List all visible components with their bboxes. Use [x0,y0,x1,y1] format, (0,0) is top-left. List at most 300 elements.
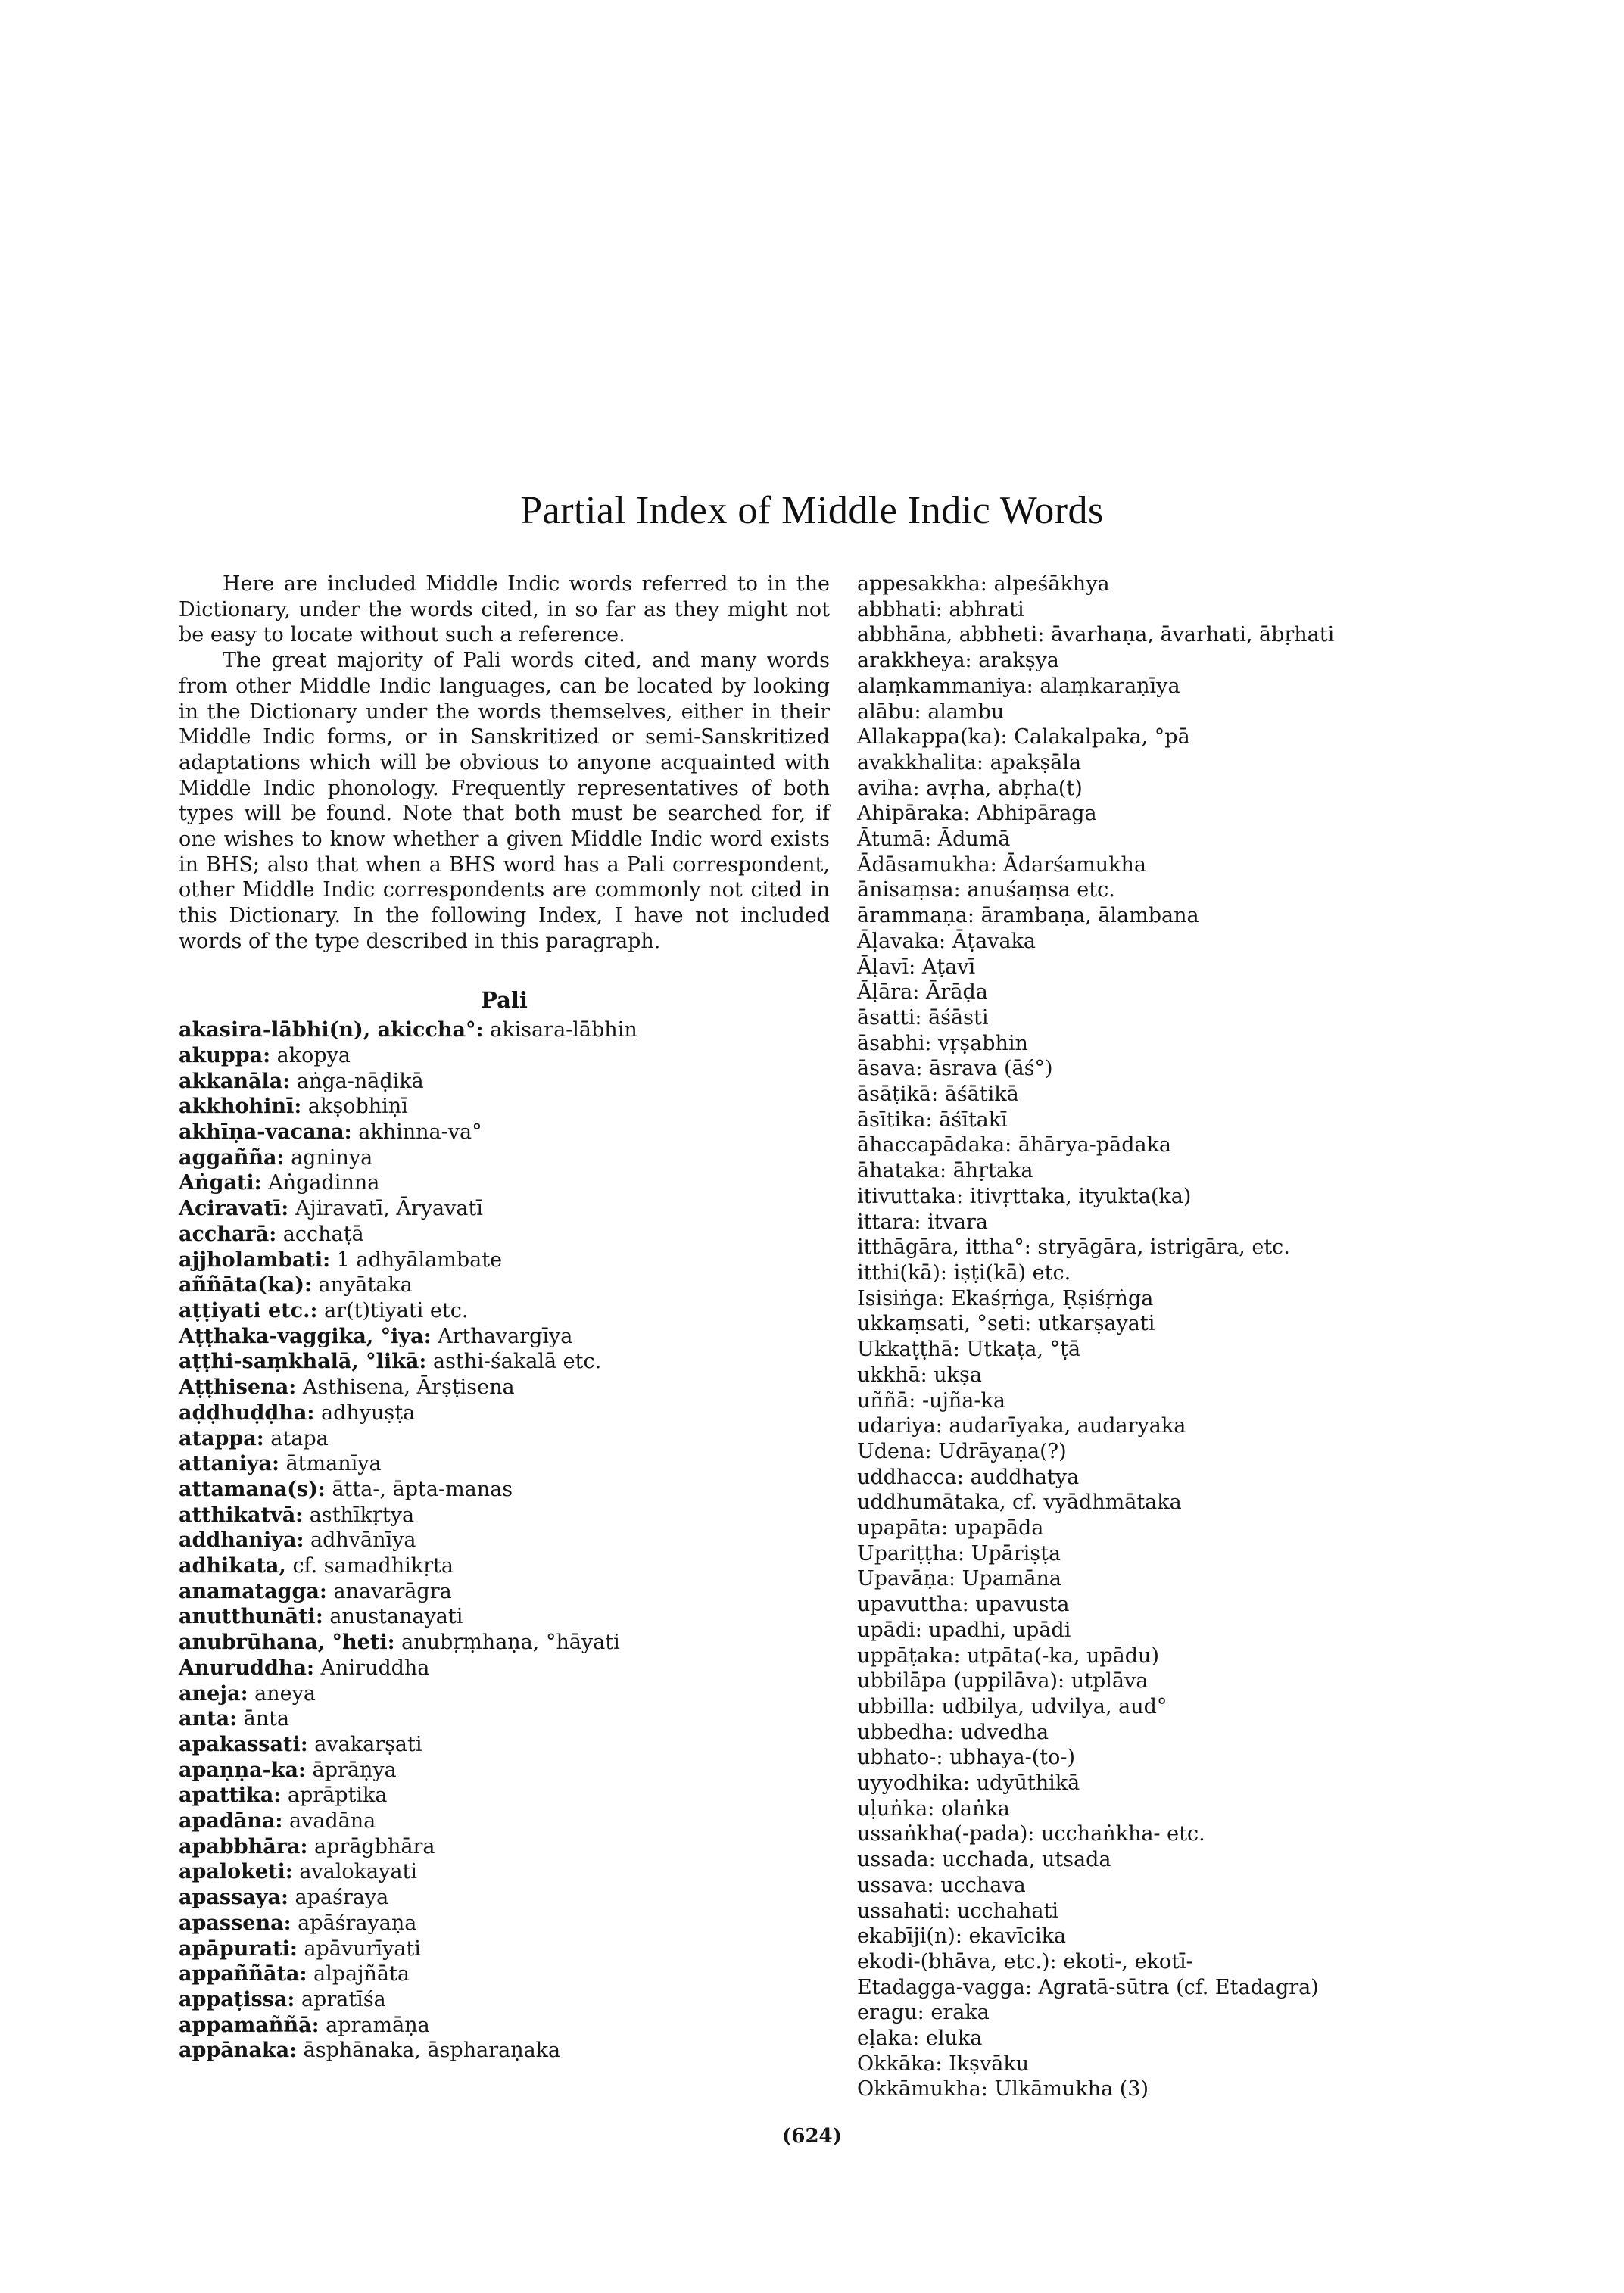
entry-reference: Upāriṣṭa [971,1541,1061,1566]
index-entry [179,1298,830,1324]
index-entry [179,1451,830,1477]
entry-reference: anustanayati [329,1605,463,1629]
entry-headword: ubbilla: [857,1694,936,1718]
entry-headword: aviha: [857,776,920,800]
entry-headword: āsītika: [857,1108,933,1132]
entry-reference: Utkaṭa, °ṭā [966,1338,1081,1362]
index-entry [179,1170,830,1196]
entry-headword: eragu: [857,2001,924,2025]
entry-reference: ucchada, utsada [942,1848,1111,1872]
index-entry [179,1911,830,1936]
entry-headword: Ukkaṭṭhā: [857,1338,960,1362]
index-entry [857,1618,1478,1643]
entry-headword: itivuttaka: [857,1184,964,1208]
entry-headword: apāpurati: [179,1936,298,1961]
entry-reference: cf. vyādhmātaka [1012,1491,1182,1515]
entry-headword: uddhumātaka, [857,1491,1006,1515]
entry-reference: āvarhaṇa, āvarhati, ābṛhati [1051,623,1335,647]
entry-reference: eluka [925,2027,983,2051]
entry-reference: vṛṣabhin [938,1031,1028,1055]
entry-headword: uppāṭaka: [857,1643,961,1668]
index-entry [179,1758,830,1784]
entry-headword: aggañña: [179,1145,285,1170]
index-entry [179,1273,830,1298]
page-title: Partial Index of Middle Indic Words [520,488,1104,532]
index-entry [857,2026,1478,2052]
entry-headword: āsabhi: [857,1031,932,1055]
page-number: (624) [782,2125,842,2148]
entry-reference: Arthavargīya [438,1324,573,1348]
entry-headword: ubhato-: [857,1746,943,1770]
entry-headword: Ātumā: [857,827,932,852]
index-entry [857,1720,1478,1746]
entry-reference: arakṣya [978,649,1059,673]
entry-reference: (uppilāva): utplāva [953,1669,1149,1693]
entry-reference: Ekaśṛṅga, Ṛṣiśṛṅga [951,1286,1154,1310]
left-column [179,572,830,2064]
index-entry [857,1873,1478,1899]
index-entry [857,1031,1478,1057]
index-entry [857,1056,1478,1082]
index-entry [857,2052,1478,2077]
entry-reference: avṛha, abṛha(t) [926,776,1083,800]
entry-reference: apāśrayaṇa [298,1911,417,1935]
entry-headword: upavuttha: [857,1593,969,1617]
index-entry [179,1656,830,1681]
entry-reference: akhinna-va° [358,1120,482,1145]
entry-headword: Allakappa(ka): [857,725,1008,749]
entry-reference: Ulkāmukha (3) [994,2077,1149,2101]
entry-headword: appānaka: [179,2039,298,2063]
index-entry [857,1924,1478,1949]
entry-headword: Aṭṭhaka-vaggika, °iya: [179,1324,432,1348]
index-entry [179,2038,830,2064]
entry-reference: itivṛttaka, ityukta(ka) [969,1184,1192,1208]
entry-reference: anubṛṃhaṇa, °hāyati [401,1631,620,1655]
index-entry [857,674,1478,699]
index-entry [179,1961,830,1987]
entry-reference: Ārāḍa [925,980,988,1005]
entry-reference: apaśraya [295,1886,389,1910]
entry-headword: apakassati: [179,1732,308,1756]
entry-headword: upādi: [857,1618,922,1642]
entry-reference: alaṃkaraṇīya [1040,674,1180,698]
index-entry [179,1017,830,1043]
index-entry [857,801,1478,827]
entry-reference: utkarṣayati [1037,1312,1155,1336]
entry-headword: ussaṅkha(-pada): [857,1822,1035,1846]
entry-headword: apassaya: [179,1886,288,1910]
entry-reference: āśītakī [939,1108,1008,1132]
entry-headword: aneja: [179,1681,248,1706]
entry-headword: ekodi-(bhāva, etc.): [857,1949,1057,1974]
index-entry [857,1465,1478,1491]
entry-reference: āśāsti [928,1005,989,1030]
entry-headword: akuppa: [179,1043,271,1067]
entry-reference: akṣobhiṇī [307,1095,408,1119]
index-entry [179,1503,830,1528]
entry-reference: ukṣa [934,1363,982,1387]
index-entry [857,1516,1478,1541]
entry-reference: upavusta [975,1593,1070,1617]
entry-reference: asthi-śakalā etc. [432,1350,602,1374]
entry-reference: iṣṭi(kā) etc. [953,1260,1071,1285]
entry-headword: uyyodhika: [857,1771,971,1796]
entry-reference: stryāgāra, istrigāra, etc. [1037,1235,1290,1260]
entry-headword: aṭṭhi-saṃkhalā, °likā: [179,1350,427,1374]
index-entry [179,1324,830,1350]
entry-headword: adhikata, [179,1554,286,1578]
entry-headword: āsāṭikā: [857,1083,939,1107]
entry-reference: āsphānaka, āspharaṇaka [303,2039,561,2063]
index-entry [857,827,1478,852]
index-entry [179,1681,830,1707]
index-entry [857,1132,1478,1158]
index-entry [857,1260,1478,1286]
entry-headword: atappa: [179,1426,264,1450]
index-entry [857,1949,1478,1975]
entry-reference: alpeśākhya [993,572,1110,596]
index-entry [857,1210,1478,1235]
entry-reference: Aṅgadinna [268,1171,380,1195]
entry-headword: attamana(s): [179,1477,326,1501]
entry-reference: āhṛtaka [952,1159,1033,1183]
index-entry [857,1005,1478,1031]
index-entry [857,1108,1478,1133]
entry-headword: uḷuṅka: [857,1796,935,1821]
entry-headword: āhataka: [857,1159,947,1183]
entry-headword: uddhacca: [857,1465,964,1489]
index-entry [857,1413,1478,1439]
entry-reference: agninya [291,1145,373,1170]
index-entry [857,1899,1478,1924]
entry-reference: Udrāyaṇa(?) [938,1439,1067,1463]
entry-reference: Ādumā [937,827,1011,852]
entry-reference: ārambaṇa, ālambana [980,904,1199,928]
entry-reference: ucchaṅkha- etc. [1041,1822,1205,1846]
entry-headword: Okkāka: [857,2052,943,2076]
index-entry [179,1834,830,1860]
entry-headword: Isisiṅga: [857,1286,945,1310]
entry-reference: ātmanīya [285,1452,382,1476]
entry-reference: udvedha [960,1720,1049,1744]
index-entry [857,1771,1478,1796]
entry-headword: Aṅgati: [179,1171,262,1195]
entry-headword: ajjholambati: [179,1248,331,1272]
entry-headword: ārammaṇa: [857,904,974,928]
index-entry [857,1745,1478,1771]
entry-reference: aneya [254,1681,316,1706]
index-entry [179,1706,830,1732]
entry-reference: Ikṣvāku [949,2052,1030,2076]
entry-reference: eraka [930,2001,990,2025]
entry-reference: adhvānīya [310,1528,416,1553]
index-entry [857,1796,1478,1822]
entry-reference: utpāta(-ka, upādu) [967,1643,1159,1668]
entry-reference: ar(t)tiyati etc. [324,1298,469,1323]
index-entry [179,1528,830,1553]
entry-headword: eḷaka: [857,2027,920,2051]
entry-reference: upapāda [954,1516,1044,1541]
index-entry [179,1349,830,1375]
entry-reference: -ujña-ka [921,1388,1005,1413]
entry-headword: Upariṭṭha: [857,1541,965,1566]
entry-reference: avadāna [288,1809,376,1833]
entry-headword: ubbedha: [857,1720,954,1744]
index-entry [179,1043,830,1069]
entry-headword: appaññāta: [179,1962,307,1986]
entry-headword: aḍḍhuḍḍha: [179,1400,315,1425]
entry-reference: olaṅka [940,1796,1010,1821]
entry-headword: avakkhalita: [857,750,983,774]
entry-headword: āsatti: [857,1005,922,1030]
index-entry [857,1821,1478,1847]
entry-reference: āsrava (āś°) [929,1057,1053,1081]
entry-reference: audarīyaka, audaryaka [949,1414,1186,1438]
entry-reference: upadhi, upādi [928,1618,1071,1642]
index-entry [857,929,1478,955]
index-entry [179,1426,830,1452]
index-entry [179,1809,830,1834]
index-entry [857,1439,1478,1465]
index-entry [179,2013,830,2039]
entry-headword: Anuruddha: [179,1656,314,1680]
entry-headword: Aciravatī: [179,1197,289,1221]
entry-reference: auddhatya [970,1465,1080,1489]
entry-headword: anamatagga: [179,1579,327,1603]
entry-headword: ānisaṃsa: [857,878,961,902]
entry-headword: āsava: [857,1057,923,1081]
entry-headword: ukkaṃsati, °seti: [857,1312,1032,1336]
entry-headword: ekabīji(n): [857,1924,962,1949]
index-entry [857,1363,1478,1388]
index-entry [857,622,1478,648]
index-entry [857,1490,1478,1516]
entry-reference: apakṣāla [990,750,1082,774]
index-entry [179,1553,830,1579]
entry-reference: alambu [927,699,1005,724]
index-entry [857,1541,1478,1567]
right-entry-list [857,572,1478,2102]
entry-headword: aññāta(ka): [179,1273,312,1298]
entry-headword: ussahati: [857,1899,951,1923]
entry-headword: attaniya: [179,1452,279,1476]
entry-reference: Abhipāraga [977,802,1097,826]
section-heading-pali: Pali [481,986,528,1013]
index-entry [179,1069,830,1095]
index-entry [857,852,1478,878]
entry-headword: Ahipāraka: [857,802,971,826]
index-entry [179,1579,830,1605]
index-entry [179,1859,830,1885]
index-entry [179,1987,830,2013]
entry-headword: akkanāla: [179,1069,291,1093]
intro [179,572,830,955]
index-entry [857,1235,1478,1260]
entry-headword: alābu: [857,699,921,724]
entry-reference: aprāptika [287,1784,388,1808]
index-entry [179,1145,830,1171]
entry-headword: Aṭṭhisena: [179,1375,297,1400]
index-entry [179,1604,830,1630]
entry-reference: ucchava [940,1873,1026,1897]
entry-reference: Aṭavī [921,955,976,979]
entry-reference: Upamāna [962,1567,1061,1591]
entry-reference: alpajñāta [313,1962,410,1986]
index-entry [857,1592,1478,1618]
entry-headword: apabbhāra: [179,1834,308,1858]
entry-reference: ekavīcika [968,1924,1067,1949]
entry-headword: ussava: [857,1873,934,1897]
entry-reference: 1 adhyālambate [336,1248,503,1272]
entry-headword: Udena: [857,1439,932,1463]
index-entry [857,1082,1478,1108]
index-entry [179,1120,830,1145]
entry-headword: itthi(kā): [857,1260,947,1285]
right-column [857,572,1478,2102]
index-entry [857,648,1478,674]
entry-reference: ekoti-, ekotī- [1063,1949,1193,1974]
entry-reference: ānta [243,1707,290,1731]
entry-reference: āprāṇya [312,1758,397,1782]
entry-headword: addhaniya: [179,1528,304,1553]
index-entry [857,1337,1478,1363]
index-entry [857,776,1478,802]
entry-reference: Ādarśamukha [1003,852,1146,877]
entry-headword: itthāgāra, ittha°: [857,1235,1031,1260]
index-entry [857,903,1478,929]
entry-reference: ātta-, āpta-manas [332,1477,513,1501]
entry-headword: appaṭissa: [179,1987,295,2011]
entry-headword: anutthunāti: [179,1605,323,1629]
entry-reference: aṅga-nāḍikā [296,1069,424,1093]
index-entry [857,572,1478,597]
entry-headword: Āḷavaka: [857,929,946,953]
index-entry [857,1566,1478,1592]
entry-headword: ussada: [857,1848,936,1872]
index-entry [179,1222,830,1248]
index-entry [857,1184,1478,1210]
index-entry [857,1668,1478,1694]
entry-reference: abhrati [949,597,1024,622]
index-entry [857,724,1478,750]
index-entry [179,1630,830,1656]
index-entry [857,1158,1478,1184]
entry-reference: akisara-lābhin [490,1018,637,1042]
entry-headword: aṭṭiyati etc.: [179,1298,318,1323]
intro-paragraph: The great majority of Pali words cited, and many words from other Middle Indic languages, can be located by looking in the Dictionary under the words themselves, either in their Middle Indic forms, or in Sanskritized or semi-Sanskritized adaptations which will be obvious to anyone acquainted with Middle Indic phonology. Frequently representatives of both types will be found. Note that both must be searched for, if one wishes to know whether a given Middle Indic word exists in BHS; also that when a BHS word has a Pali correspondent, other Middle Indic correspondents are commonly not cited in this Dictionary. In the following Index, I have not included words of the type described in this paragraph. [179,649,830,953]
entry-reference: anavarāgra [333,1579,452,1603]
entry-headword: Āḷāra: [857,980,920,1005]
entry-headword: anta: [179,1707,238,1731]
entry-headword: apattika: [179,1784,282,1808]
index-entry [857,1694,1478,1720]
index-entry [857,1388,1478,1414]
entry-headword: uññā: [857,1388,916,1413]
entry-headword: accharā: [179,1222,277,1246]
entry-reference: cf. samadhikṛta [292,1554,454,1578]
index-entry [179,1783,830,1809]
index-entry [857,1847,1478,1873]
entry-headword: apaṇṇa-ka: [179,1758,306,1782]
index-entry [857,980,1478,1005]
entry-reference: itvara [927,1210,988,1234]
entry-headword: apaloketi: [179,1860,293,1884]
index-entry [179,1375,830,1400]
entry-headword: atthikatvā: [179,1503,304,1527]
entry-headword: appesakkha: [857,572,987,596]
index-entry [857,955,1478,980]
entry-reference: āśātikā [944,1083,1019,1107]
entry-headword: anubrūhana, °heti: [179,1631,395,1655]
entry-reference: Aniruddha [320,1656,430,1680]
index-entry [857,1286,1478,1312]
entry-reference: apratīśa [301,1987,386,2011]
entry-reference: Asthisena, Ārṣṭisena [302,1375,515,1400]
entry-headword: Etadagga-vagga: [857,1975,1032,1999]
entry-reference: Agratā-sūtra (cf. Etadagra) [1038,1975,1319,1999]
entry-reference: atapa [270,1426,329,1450]
entry-headword: apassena: [179,1911,291,1935]
index-entry [179,1400,830,1426]
entry-reference: avalokayati [299,1860,417,1884]
entry-reference: adhyuṣṭa [320,1400,416,1425]
index-entry [179,1732,830,1758]
entry-reference: udyūthikā [976,1771,1080,1796]
index-entry [857,1311,1478,1337]
entry-headword: akhīṇa-vacana: [179,1120,352,1145]
entry-reference: akopya [276,1043,351,1067]
entry-reference: ubhaya-(to-) [949,1746,1076,1770]
entry-reference: Āṭavaka [952,929,1036,953]
entry-reference: avakarṣati [314,1732,422,1756]
index-entry [857,1975,1478,2001]
entry-reference: udbilya, udvilya, aud° [941,1694,1167,1718]
entry-headword: akasira-lābhi(n), akiccha°: [179,1018,484,1042]
entry-reference: acchaṭā [282,1222,364,1246]
index-entry [857,2000,1478,2026]
index-entry [857,699,1478,725]
entry-reference: Ajiravatī, Āryavatī [295,1197,483,1221]
entry-headword: ukkhā: [857,1363,927,1387]
entry-headword: arakkheya: [857,649,972,673]
entry-headword: Ādāsamukha: [857,852,997,877]
index-entry [857,877,1478,903]
index-entry [179,1248,830,1273]
entry-headword: alaṃkammaniya: [857,674,1033,698]
entry-reference: apramāṇa [326,2013,430,2037]
index-entry [857,2076,1478,2102]
index-entry [179,1936,830,1962]
index-entry [179,1196,830,1222]
index-entry [179,1094,830,1120]
index-entry [857,597,1478,623]
index-entry [857,1643,1478,1669]
left-entry-list [179,1017,830,2064]
entry-reference: ucchahati [956,1899,1058,1923]
entry-reference: apāvurīyati [304,1936,421,1961]
entry-headword: Āḷavī: [857,955,916,979]
entry-headword: āhaccapādaka: [857,1133,1012,1157]
entry-headword: ubbilāpa [857,1669,947,1693]
entry-headword: apadāna: [179,1809,283,1833]
index-entry [179,1885,830,1911]
entry-headword: Okkāmukha: [857,2077,988,2101]
entry-headword: udariya: [857,1414,943,1438]
entry-reference: āhārya-pādaka [1018,1133,1172,1157]
index-entry [179,1477,830,1503]
entry-headword: upapāta: [857,1516,949,1541]
